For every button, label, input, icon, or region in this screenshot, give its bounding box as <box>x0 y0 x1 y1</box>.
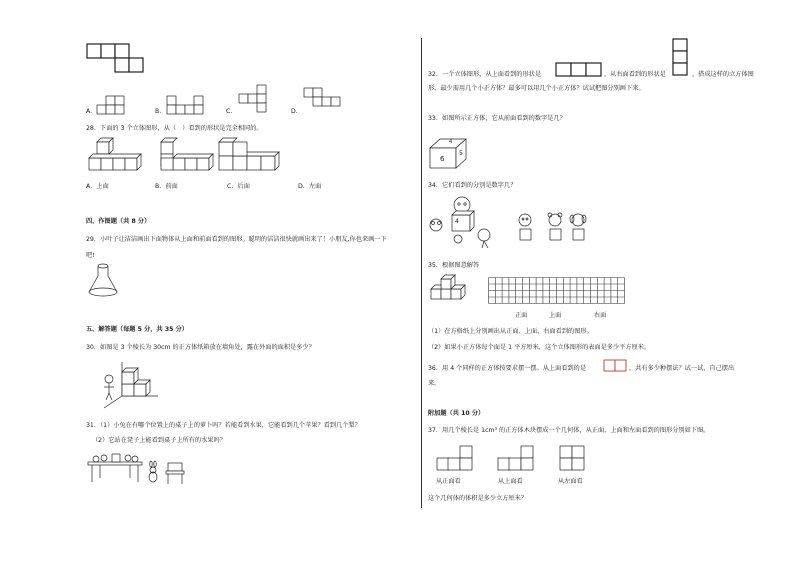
q36-question-part-a: 36．用 4 个同样的正方体按要求摆一摆。从上面看到的是 <box>428 365 587 372</box>
q37-label-front: 从正面看 <box>436 478 461 485</box>
q37-final-question: 这个几何体的体积是多少立方厘米？ <box>428 495 527 502</box>
q28-option-a[interactable]: A．上面 <box>86 183 109 190</box>
q37-front-view <box>436 444 476 474</box>
q32-question-part-a: 32．一个立体图形，从上面看到的形状是 <box>428 71 542 78</box>
q27-option-d-label[interactable]: D. <box>291 108 298 115</box>
q33-face-top: 4 <box>449 139 453 145</box>
q28-solid-2 <box>158 140 218 174</box>
q32-top-view-shape <box>555 62 603 78</box>
section-5-title: 五、解答题（每题 5 分，共 35 分） <box>86 326 188 333</box>
q37-left-view <box>558 444 588 474</box>
q28-option-b[interactable]: B．前面 <box>155 183 178 190</box>
q35-question: 35．根据图意解答 <box>428 262 480 269</box>
column-divider <box>421 38 422 508</box>
q32-question-part-b: ，从右面看到的形状是 <box>604 71 666 78</box>
q27-main-shape <box>86 42 146 74</box>
q31-stool-icon <box>164 461 186 485</box>
q27-option-a-shape[interactable] <box>96 95 136 115</box>
q35-solid-figure <box>430 277 472 303</box>
q36-question-line2: 来。 <box>428 380 441 387</box>
q35-sub-question-1: （1）在方格纸上分别画出从正面、上面、右面看到的图形。 <box>428 328 593 335</box>
q37-question: 37．用几个棱长是 1cm³ 的正方体木块摆成一个几何体，从正面、上面和左面看到的图形分别如下图。 <box>428 427 710 434</box>
q33-face-right: 5 <box>459 150 463 157</box>
section-4-title: 四、作图题（共 8 分） <box>86 218 151 225</box>
q28-option-d[interactable]: D．左面 <box>298 183 322 190</box>
q36-top-view-shape <box>603 359 629 373</box>
q29-lampshade-figure <box>86 262 130 302</box>
q34-panda-view-icon <box>545 213 565 243</box>
q28-solid-1 <box>88 140 148 174</box>
q27-option-b-shape[interactable] <box>166 95 211 115</box>
q35-label-top: 上面 <box>549 312 562 319</box>
q33-face-front: 6 <box>440 155 445 163</box>
q30-corner-figure <box>100 360 160 410</box>
q36-question-part-b: ，共有多少种摆法？试一试，自己摆出 <box>629 365 735 372</box>
q35-grid-paper <box>488 277 628 305</box>
q27-option-c-shape[interactable] <box>238 84 278 116</box>
q27-option-b-label[interactable]: B. <box>155 108 162 115</box>
q27-option-d-shape[interactable] <box>303 87 348 117</box>
q27-option-c-label[interactable]: C. <box>226 108 233 115</box>
q34-dog-view-icon <box>568 213 588 243</box>
q37-label-left: 从左面看 <box>558 478 583 485</box>
q33-question: 33．如图所示正方体，它从前面看到的数字是几？ <box>428 115 566 122</box>
bonus-section-title: 附加题（共 10 分） <box>428 410 485 417</box>
q29-question-line2: 吧! <box>86 252 95 259</box>
q27-option-a-label[interactable]: A. <box>86 108 93 115</box>
q32-question-line2: 形，最少需用几个小正方体？最多可以用几个小正方体？试试把图分别画下来。 <box>428 85 645 92</box>
q35-label-front: 正面 <box>515 312 528 319</box>
q35-sub-question-2: （2）如果小正方体每个面是 1 平方厘米，这个立体图形的表面是多少平方厘米。 <box>428 344 651 351</box>
q32-question-part-c: ，搭成这样的立方体图 <box>692 71 754 78</box>
q31-question-line1: 31．（1）小兔在有哪个位置上的桌子上的萝卜吗？若能看到水果，它能看到几个苹果？看到几个梨？ <box>86 422 361 429</box>
q28-option-c[interactable]: C．后面 <box>227 183 250 190</box>
q31-table-figure <box>86 452 146 484</box>
q34-question: 34．它们看到的分别是数字几？ <box>428 182 517 189</box>
q37-label-top: 从上面看 <box>498 478 523 485</box>
q34-animals-cube-figure <box>428 193 498 249</box>
q32-right-view-shape <box>672 38 690 78</box>
q35-label-right: 右面 <box>594 312 607 319</box>
q34-cube-digit: 4 <box>455 218 459 225</box>
q37-top-view <box>497 444 537 474</box>
q31-rabbit-icon <box>146 462 162 484</box>
q34-monkey-view-icon <box>516 213 536 243</box>
q28-question: 28．下面的 3 个立体图形，从（ ）看到的形状是完全相同的。 <box>86 125 263 132</box>
q28-solid-3 <box>218 140 280 174</box>
q30-question: 30．如图是 3 个棱长为 30cm 的正方体纸箱放在墙角处，露在外面的面积是多少？ <box>86 344 315 351</box>
q29-question-line1: 29．小叶子让洁洁画出下面物体从上面和前面看到的图形。聪明的洁洁很快就画出来了！小朋友,你也来画一下 <box>86 236 387 243</box>
q31-question-line2: （2）它站在凳子上能看到桌子上所有的水果吗？ <box>92 437 226 444</box>
